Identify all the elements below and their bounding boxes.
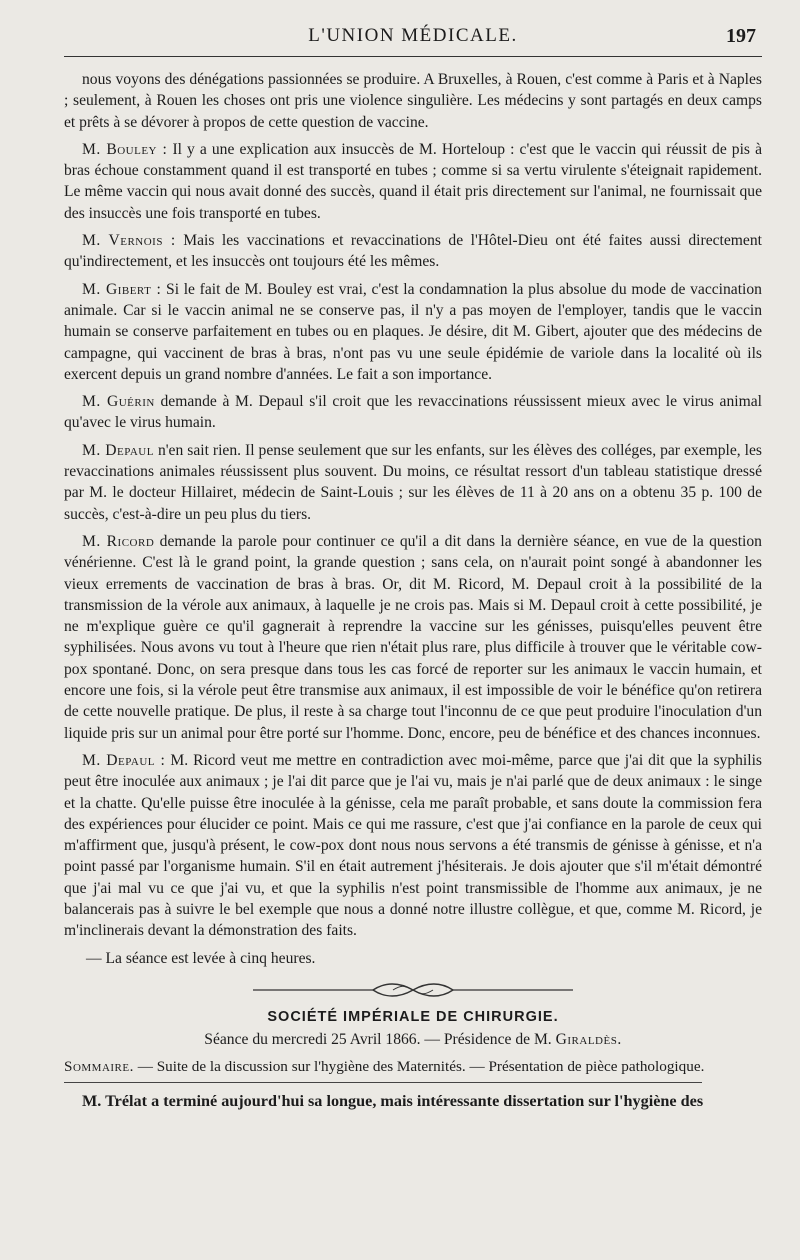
speaker-name: M. Gibert : (82, 280, 162, 298)
speaker-name: M. Depaul (82, 441, 154, 459)
paragraph-text: demande à M. Depaul s'il croit que les revaccinations réussissent mieux avec le virus animal qu'avec le virus humain. (64, 393, 762, 432)
president-name: Giraldès. (555, 1030, 622, 1048)
speaker-name: M. Ricord (82, 532, 155, 550)
speaker-name: M. Bouley : (82, 140, 168, 158)
paragraph-text: demande la parole pour continuer ce qu'il a dit dans la dernière séance, en vue de la question vénérienne. C'est là le grand point, la grande question ; sans cela, on n'aurait point songé à abandonner les vieux errements de vaccination de bras à bras. Or, dit M. Ricord, M. Depaul croit à la possibilité de la transmission de la vérole aux animaux, à laquelle je ne crois pas. Mais si M. Depaul croit à cette possibilité, je ne m'explique guère ce qu'il gagnerait à reprendre la vaccine sur les génisses, puisqu'elles peuvent être syphilisées. Nous avons vu tout à l'heure que rien n'était plus rare, plus difficile à trouver que le véritable cow-pox spontané. Donc, on sera presque dans tous les cas forcé de reporter sur les animaux le vaccin humain, et encore une fois, si la vérole peut être transmise aux animaux, il est impossible de voir le bénéfice qu'on retirera de cette nouvelle pratique. De plus, il reste à sa charge tout l'inconnu de ce que peut produire l'inoculation d'un liquide pris sur un animal pour être porté sur l'homme. Donc, encore, peu de bénéfice et des chances inconnues. (64, 532, 762, 742)
section-heading: SOCIÉTÉ IMPÉRIALE DE CHIRURGIE. (267, 1008, 559, 1025)
paragraph (64, 279, 762, 385)
paragraph-text: M. Ricord veut me mettre en contradiction avec moi-même, parce que j'ai dit que la syphilis peut être inoculée aux animaux ; je l'ai dit parce que je l'ai vu, mais je n'ai parlé que de deux animaux : le singe et la chatte. Qu'elle puisse être inoculée à la génisse, cela me paraît probable, et sans doute la commission fera des expériences pour élucider ce point. Mais ce qui me rassure, c'est que j'ai confiance en la parole de ceux qui m'affirment que, jusqu'à présent, le cow-pox dont nous nous servons a été transmis de génisse à génisse, et n'a point passé par l'organisme humain. S'il en était autrement j'hésiterais. Je dois ajouter que s'il m'était démontré que j'ai mal vu ce que j'ai vu, et que la syphilis n'est point transmissible de l'homme aux animaux, je ne balancerais pas à suivre le bel exemple que nous a donné notre illustre collègue, et que, comme M. Ricord, je m'inclinerais devant la démonstration des faits. (64, 751, 762, 940)
continuing-paragraph: M. Trélat a terminé aujourd'hui sa longue, mais intéressante dissertation sur l'hygiène des (82, 1092, 704, 1111)
page-number: 197 (726, 25, 756, 47)
paragraph (64, 139, 762, 224)
summary-text: — Suite de la discussion sur l'hygiène des Maternités. — Présentation de pièce pathologique. (137, 1057, 705, 1075)
ornamental-divider-icon (253, 981, 573, 999)
journal-title: L'UNION MÉDICALE. (308, 25, 518, 46)
paragraph (64, 531, 762, 744)
summary-label: Sommaire. (64, 1057, 134, 1075)
paragraph-text: Il y a une explication aux insuccès de M. Horteloup : c'est que le vaccin qui réussit de pis à bras échoue constamment quand il est transporté en tubes ; comme si sa vertu virulente s'éteignait rapidement. Le même vaccin qui nous avait donné des succès, quand il était pris directement sur l'animal, ne fournissait que des insuccès une fois transporté en tubes. (64, 140, 762, 222)
paragraph (64, 230, 762, 273)
summary-rule (64, 1082, 702, 1083)
paragraph-text: nous voyons des dénégations passionnées se produire. A Bruxelles, à Rouen, c'est comme à Paris et à Naples ; seulement, à Rouen les choses ont pris une violence singulière. Les médecins y sont partagés en deux camps et prêts à se dévorer à propos de cette question de vaccine. (64, 71, 762, 131)
speaker-name: M. Guérin (82, 393, 155, 411)
session-date: Séance du mercredi 25 Avril 1866. — Présidence de M. (204, 1030, 552, 1048)
header-rule (64, 56, 762, 57)
paragraph (64, 750, 762, 942)
paragraph (64, 440, 762, 525)
paragraph (64, 391, 762, 434)
paragraph-text: Si le fait de M. Bouley est vrai, c'est la condamnation la plus absolue du mode de vaccination animale. Car si le vaccin animal ne se conserve pas, il n'y a pas moyen de l'employer, tandis que le vaccin humain se conserve parfaitement en tubes ou en plaques. Je désire, dit M. Gibert, ajouter que des médecins de campagne, qui vaccinent de bras à bras, n'ont pas vu une seule épidémie de variole dans la localité où ils exercent depuis un grand nombre d'années. Le fait a son importance. (64, 280, 762, 383)
minutes-text (64, 69, 762, 969)
paragraph (64, 69, 762, 133)
paragraph-text: Mais les vaccinations et revaccinations de l'Hôtel-Dieu ont été faites aussi directement qu'indirectement, et les insuccès ont toujours été les mêmes. (64, 232, 762, 271)
session-info (64, 1031, 762, 1049)
speaker-name: M. Depaul : (82, 751, 166, 769)
summary (64, 1057, 762, 1077)
session-closing: — La séance est levée à cinq heures. (86, 949, 316, 967)
speaker-name: M. Vernois : (82, 232, 176, 250)
running-head (64, 18, 762, 54)
paragraph-text: n'en sait rien. Il pense seulement que sur les enfants, sur les élèves des colléges, par exemple, les revaccinations animales réussissent plus souvent. Du moins, ce résultat ressort d'un tableau statistique dressé par M. le docteur Hillairet, médecin de Saint-Louis ; sur les élèves de 11 à 20 ans on a obtenu 35 p. 100 de succès, c'est-à-dire un peu plus du tiers. (64, 441, 762, 523)
